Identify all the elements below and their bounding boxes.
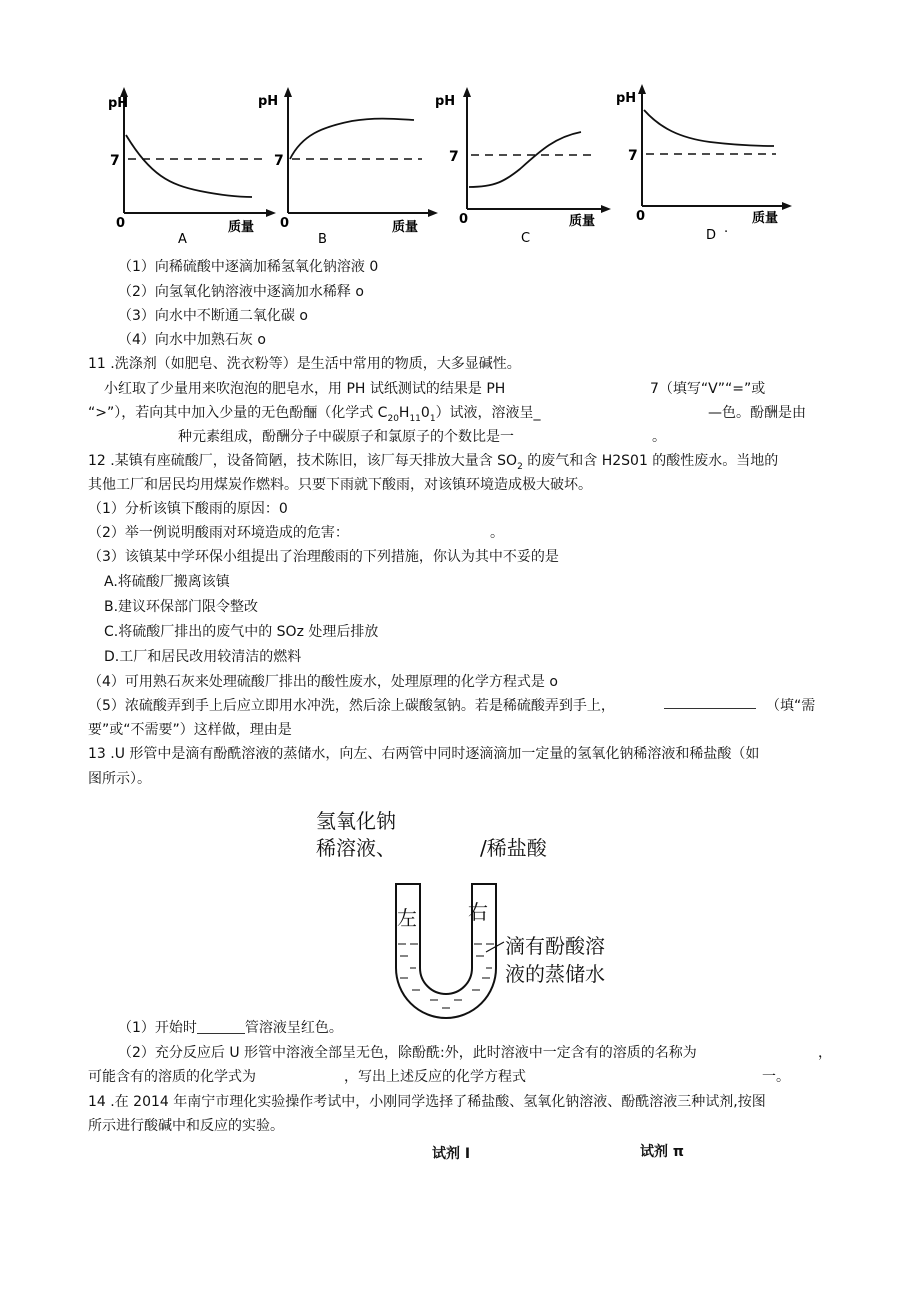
q14-line1: 14 .在 2014 年南宁市理化实验操作考试中，小刚同学选择了稀盐酸、氢氧化钠溶液、酚酰溶液三种试剂,按图	[88, 1094, 766, 1110]
graph-d-xlabel: 质量	[752, 211, 779, 226]
graph-a-seven: 7	[110, 153, 120, 169]
graph-d-origin: 0	[636, 209, 646, 224]
q10-item-3: （3）向水中不断通二氧化碳 o	[118, 308, 308, 324]
fig-top-label2a: 稀溶液、	[316, 836, 396, 860]
graph-b-letter: B	[318, 232, 327, 247]
ph-graph-a	[110, 85, 280, 245]
q12-line1b: 的废气和含 H2S01 的酸性废水。当地的	[522, 453, 779, 469]
q12-line2: 其他工厂和居民均用煤炭作燃料。只要下雨就下酸雨，对该镇环境造成极大破坏。	[88, 477, 592, 493]
q12-p5b: （填“需	[766, 698, 816, 714]
q11-line3b: H	[398, 405, 410, 421]
fig-side-label2: 液的蒸储水	[505, 962, 605, 986]
q12-opt-b: B.建议环保部门限令整改	[104, 599, 259, 615]
q11-sub2: 11	[409, 413, 421, 424]
q12-opt-c: C.将硫酸厂排出的废气中的 SOz 处理后排放	[104, 624, 379, 640]
graph-d-dot: .	[724, 221, 729, 236]
graph-c-origin: 0	[459, 212, 469, 227]
q10-item-1: （1）向稀硫酸中逐滴加稀氢氧化钠溶液 0	[118, 259, 379, 275]
q13-p2c: 可能含有的溶质的化学式为	[88, 1069, 256, 1085]
q12-p2a: （2）举一例说明酸雨对环境造成的危害：	[88, 525, 349, 541]
q12-p2b: 。	[490, 525, 504, 541]
q11-line3a: “>”），若向其中加入少量的无色酚酾（化学式 C	[88, 405, 388, 421]
q12-p3: （3）该镇某中学环保小组提出了治理酸雨的下列措施，你认为其中不妥的是	[88, 549, 559, 565]
q12-line1	[88, 452, 778, 476]
q11-line3c: 0	[420, 405, 430, 421]
q11-line3	[88, 404, 541, 428]
graph-c-letter: C	[521, 231, 531, 246]
q11-line2a: 小红取了少量用来吹泡泡的肥皂水，用 PH 试纸测试的结果是 PH	[104, 381, 506, 397]
q12-sub-so2: 2	[517, 461, 523, 472]
graph-d-letter: D	[706, 228, 717, 243]
fig-left-label: 左	[397, 906, 417, 930]
q14-reagent-2: 试剂 π	[640, 1144, 684, 1160]
q10-item-2: （2）向氢氧化钠溶液中逐滴加水稀释 o	[118, 284, 364, 300]
q11-line3d: ）试液，溶液呈_	[435, 405, 541, 421]
graph-c-seven: 7	[449, 149, 459, 165]
q10-item-4: （4）向水中加熟石灰 o	[118, 332, 266, 348]
fig-side-label1: 滴有酚酸溶	[505, 934, 605, 958]
q13-p1a: （1）开始时	[118, 1020, 197, 1036]
graph-d-ph-label: pH	[616, 91, 637, 106]
q14-reagent-1: 试剂 I	[432, 1146, 471, 1162]
q13-p1-blank	[197, 1019, 245, 1034]
graph-a-origin: 0	[116, 216, 126, 231]
q12-p5a: （5）浓硫酸弄到手上后应立即用水冲洗，然后涂上碳酸氢钠。若是稀硫酸弄到手上，	[88, 698, 615, 714]
fig-top-label1: 氢氧化钠	[316, 809, 396, 833]
graph-b-seven: 7	[274, 153, 284, 169]
q13-line1: 13 .U 形管中是滴有酚酰溶液的蒸储水，向左、右两管中同时逐滴滴加一定量的氢氧化钠稀溶液和稀盐酸（如	[88, 746, 760, 762]
q12-opt-a: A.将硫酸厂搬离该镇	[104, 574, 230, 590]
q12-p5-blank	[664, 708, 756, 709]
q13-p2e: 一。	[762, 1069, 790, 1085]
graph-c-ph-label: pH	[435, 94, 456, 109]
q11-line4b: 。	[652, 429, 666, 445]
q13-line2: 图所示）。	[88, 771, 151, 787]
graph-b-ph-label: pH	[258, 94, 279, 109]
ph-graph-b	[258, 85, 442, 247]
q14-line2: 所示进行酸碱中和反应的实验。	[88, 1118, 284, 1134]
fig-right-label: 右	[468, 900, 488, 924]
u-tube-figure	[386, 880, 506, 1020]
q13-p2b: ，	[818, 1045, 832, 1061]
graph-d-seven: 7	[628, 148, 638, 164]
fig-top-label2b: /稀盐酸	[480, 836, 547, 860]
q12-p1: （1）分析该镇下酸雨的原因：0	[88, 501, 288, 517]
q13-p2a: （2）充分反应后 U 形管中溶液全部呈无色，除酚酰:外，此时溶液中一定含有的溶质的名称为	[118, 1045, 697, 1061]
ph-graph-d	[616, 82, 800, 243]
graph-c-xlabel: 质量	[569, 214, 596, 229]
q12-opt-d: D.工厂和居民改用较清洁的燃料	[104, 649, 302, 665]
graph-a-xlabel: 质量	[228, 220, 255, 235]
q11-line4a: 种元素组成，酚酬分子中碳原子和氯原子的个数比是一	[178, 429, 514, 445]
graph-a-ph-label: pH	[108, 96, 129, 111]
graph-b-xlabel: 质量	[392, 220, 419, 235]
q13-p1	[118, 1019, 343, 1037]
q11-line3e: —色。酚酬是由	[708, 405, 806, 421]
q12-p4: （4）可用熟石灰来处理硫酸厂排出的酸性废水，处理原理的化学方程式是 o	[88, 674, 558, 690]
graph-a-letter: A	[178, 232, 187, 247]
q13-p2d: ，写出上述反应的化学方程式	[344, 1069, 526, 1085]
q11-sub1: 20	[387, 413, 399, 424]
q12-p5c: 要”或“不需要”）这样做，理由是	[88, 722, 292, 738]
ph-graph-c	[435, 85, 615, 246]
q11-sub3: 1	[429, 413, 436, 424]
q12-line1a: 12 .某镇有座硫酸厂，设备简陋，技术陈旧，该厂每天排放大量含 SO	[88, 453, 518, 469]
q11-line1: 11 .洗涤剂（如肥皂、洗衣粉等）是生活中常用的物质，大多显碱性。	[88, 356, 521, 372]
graph-b-origin: 0	[280, 216, 290, 231]
q11-line2b: 7（填写“V”“=”或	[650, 381, 766, 397]
q13-p1b: 管溶液呈红色。	[244, 1020, 343, 1036]
